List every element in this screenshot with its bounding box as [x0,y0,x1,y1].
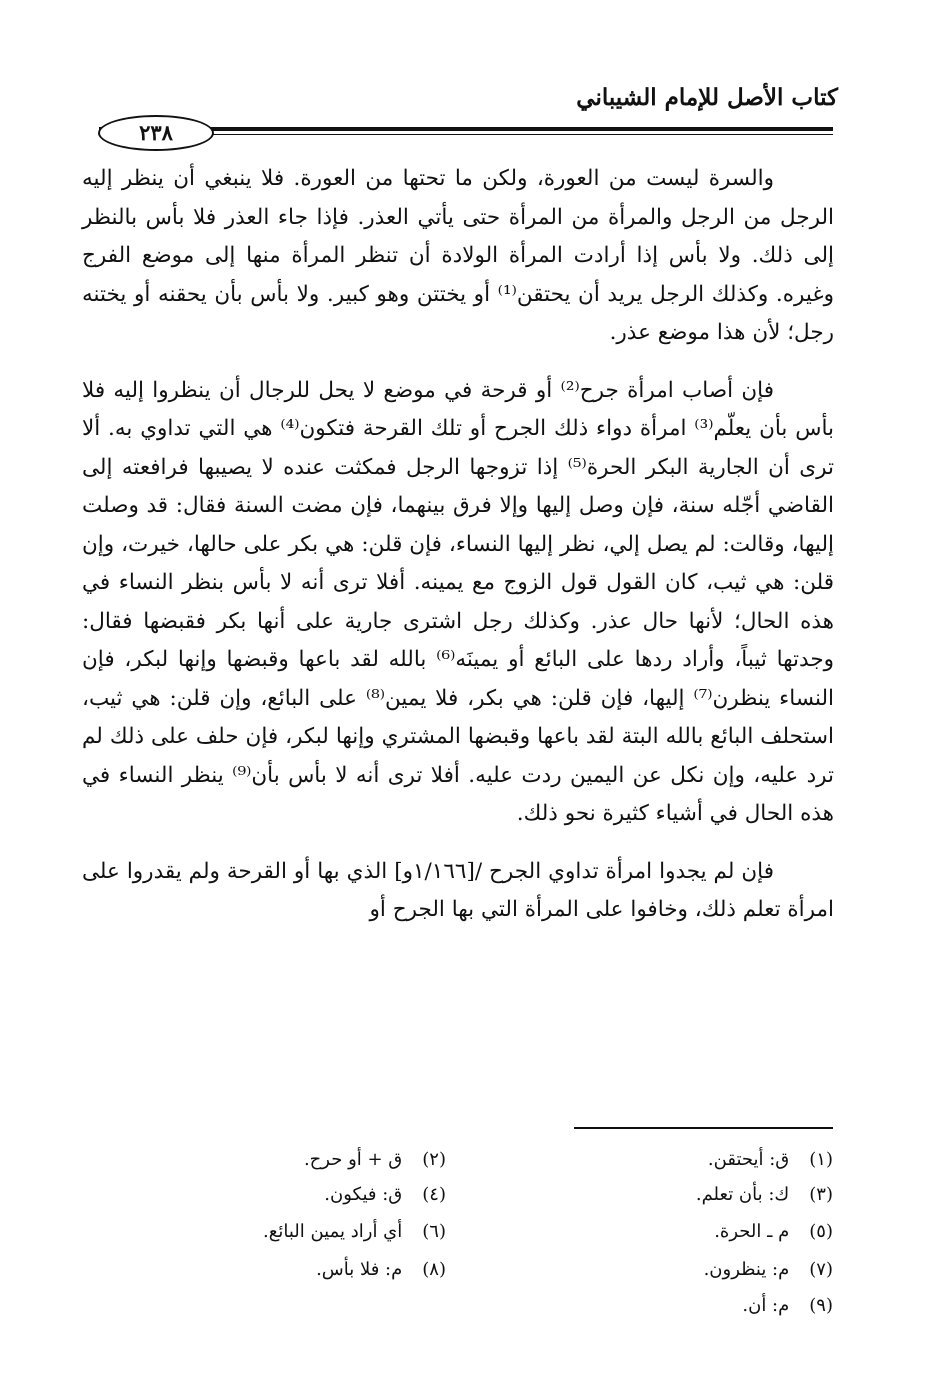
footnote-9 [742,1295,833,1317]
paragraph: فإن لم يجدوا امرأة تداوي الجرح /[١/١٦٦و] الذي بها أو القرحة ولم يقدروا على امرأة تعلم ذلك، وخافوا على المرأة التي بها الجرح أو [82,858,834,922]
footnote-1 [708,1149,833,1171]
footnote-text: م: ينظرون. [703,1259,790,1280]
footnote-2 [304,1149,446,1171]
body-text [82,160,834,949]
footnote-number: (٤) [422,1184,446,1205]
footnote-text: م: أن. [742,1295,790,1316]
footnote-4 [324,1184,446,1206]
page-number-badge: ٢٣٨ [98,115,214,151]
footnote-7 [704,1259,833,1281]
footnote-text: ق: أيحتقن. [707,1149,790,1170]
running-header-title: كتاب الأصل للإمام الشيباني [576,84,838,111]
footnote-number: (٢) [422,1149,446,1170]
footnote-number: (١) [809,1149,833,1170]
paragraph: والسرة ليست من العورة، ولكن ما تحتها من العورة. فلا ينبغي أن ينظر إليه الرجل من الرجل والمرأة من المرأة حتى يأتي العذر. فإذا جاء العذر فلا بأس بالنظر إلى ذلك. ولا بأس إذا أرادت المرأة الولادة أن تنظر المرأة منها إلى موضع الفرج وغيره. وكذلك الرجل يريد أن يحتقن⁽¹⁾ أو يختتن وهو كبير. ولا بأس بأن يحقنه أو يختنه رجل؛ لأن هذا موضع عذر. [82,166,834,345]
footnote-3 [696,1184,833,1206]
footnote-number: (٧) [809,1259,833,1280]
footnote-number: (٣) [809,1184,833,1205]
footnote-text: أي أراد يمين البائع. [263,1221,403,1242]
footnote-number: (٨) [422,1259,446,1280]
footnote-text: ك: بأن تعلم. [695,1184,790,1205]
footnote-5 [714,1221,833,1243]
footnote-text: ق: فيكون. [324,1184,403,1205]
footnote-text: ق + أو حرح. [303,1149,403,1170]
footnote-8 [316,1259,446,1281]
footnote-number: (٦) [422,1221,446,1242]
footnote-separator [574,1127,833,1129]
footnote-6 [263,1221,446,1243]
footnote-text: م: فلا بأس. [316,1259,403,1280]
footnote-text: م ـ الحرة. [714,1221,790,1242]
footnote-number: (٩) [809,1295,833,1316]
paragraph: فإن أصاب امرأة جرح⁽²⁾ أو قرحة في موضع لا يحل للرجال أن ينظروا إليه فلا بأس بأن يعلّم⁽³⁾ امرأة دواء ذلك الجرح أو تلك القرحة فتكون⁽⁴⁾ هي التي تداوي به. ألا ترى أن الجارية البكر الحرة⁽⁵⁾ إذا تزوجها الرجل فمكثت عنده لا يصيبها فرافعته إلى القاضي أجّله سنة، فإن وصل إليها وإلا فرق بينهما، فإن مضت السنة فقال: قد وصلت إليها، وقالت: لم يصل إلي، نظر إليها النساء، فإن قلن: هي بكر على حالها، خيرت، وإن قلن: هي ثيب، كان القول قول الزوج مع يمينه. أفلا ترى أنه لا بأس بنظر النساء في هذه الحال؛ لأنها حال عذر. وكذلك رجل اشترى جارية على أنها بكر فقبضها فقال: وجدتها ثيباً، وأراد ردها على البائع أو يمينَه⁽⁶⁾ بالله لقد باعها وقبضها وإنها لبكر، فإن النساء ينظرن⁽⁷⁾ إليها، فإن قلن: هي بكر، فلا يمين⁽⁸⁾ على البائع، وإن قلن: هي ثيب، استحلف البائع بالله البتة لقد باعها وقبضها المشتري وإنها لبكر، فإن حلف على ذلك لم ترد عليه، وإن نكل عن اليمين ردت عليه. أفلا ترى أنه لا بأس بأن⁽⁹⁾ ينظر النساء في هذه الحال في أشياء كثيرة نحو ذلك. [82,377,835,826]
footnote-number: (٥) [809,1221,833,1242]
